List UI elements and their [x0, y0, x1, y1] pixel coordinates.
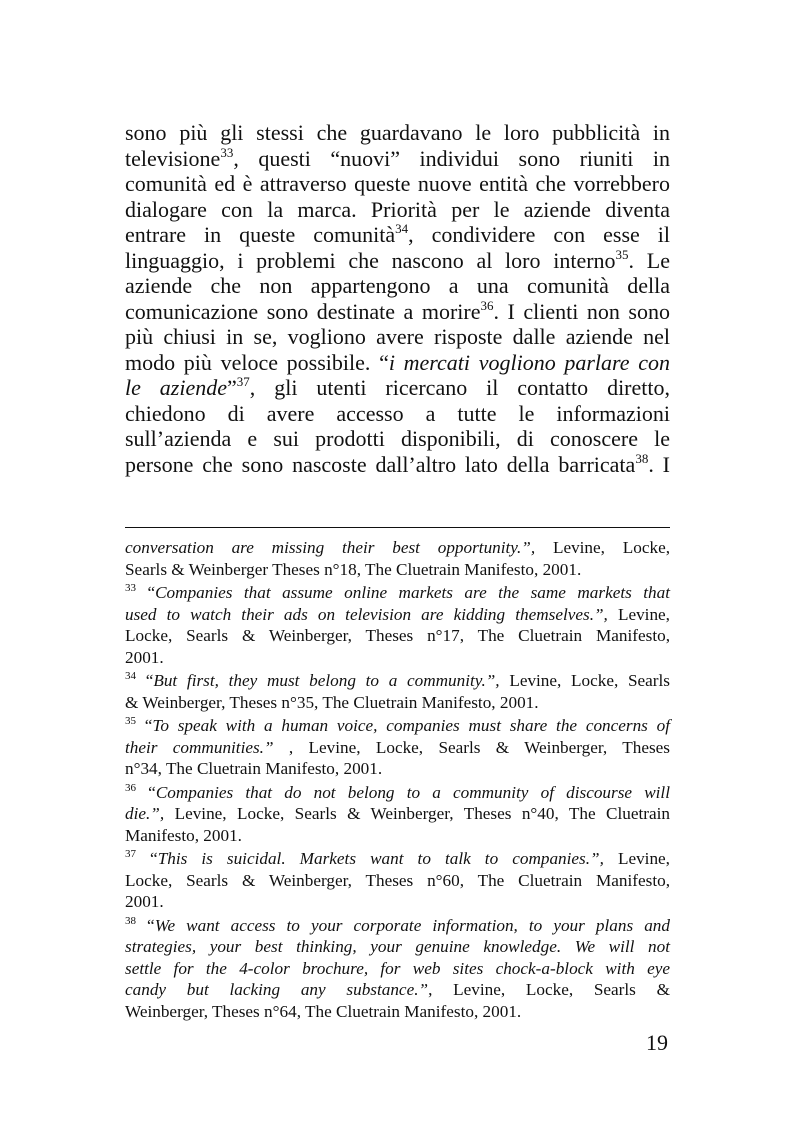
body-line: comunità ed è attraverso queste nuove entità che vorrebbero — [125, 171, 670, 196]
footnote-line: Manifesto, 2001. — [125, 825, 242, 845]
body-line: linguaggio, i problemi che nascono al loro interno$^{35}$. Le — [125, 246, 670, 273]
footnote-number: 37 — [125, 848, 136, 860]
footnote-line: 2001. — [125, 892, 164, 911]
footnote-ref-34[interactable]: 34 — [395, 221, 409, 236]
footnote-number: 33 — [125, 582, 136, 594]
footnote-separator — [125, 527, 670, 528]
footnote-line: Searls & Weinberger Theses n°18, The Cluetrain Manifesto, 2001. — [125, 559, 582, 579]
body-line: modo più veloce possibile. “i mercati vogliono parlare con — [125, 349, 670, 375]
footnote-ref-35[interactable]: 35 — [615, 246, 629, 262]
footnote-continuation — [125, 537, 670, 580]
body-line: dialogare con la marca. Priorità per le aziende diventa — [125, 196, 670, 222]
footnote-line: Weinberger, Theses n°64, The Cluetrain Manifesto, 2001. — [125, 1001, 522, 1021]
footnote-line: Locke, Searls & Weinberger, Theses n°17, The Cluetrain Manifesto, — [125, 626, 670, 645]
footnote-line: $^{36}$ “Companies that do not belong to a community of discourse will — [125, 781, 670, 802]
footnote-number: 38 — [125, 914, 136, 927]
body-line: televisione$^{33}$, questi “nuovi” individui sono riuniti in — [125, 144, 670, 171]
footnote-34 — [125, 670, 670, 713]
body-line: le aziende”$^{37}$, gli utenti ricercano il contatto diretto, — [125, 374, 670, 400]
footnote-35 — [125, 715, 670, 780]
footnote-number: 36 — [125, 781, 136, 794]
body-line: entrare in queste comunità$^{34}$, condividere con esse il — [125, 221, 670, 247]
footnote-number: 35 — [125, 715, 136, 727]
body-line: chiedono di avere accesso a tutte le informazioni — [125, 400, 670, 426]
footnote-line: settle for the 4-color brochure, for web sites chock-a-block with eye — [125, 958, 670, 978]
body-line: persone che sono nascoste dall’altro lato della barricata$^{38}$. I — [125, 450, 670, 477]
footnote-33 — [125, 582, 670, 668]
footnote-ref-37[interactable]: 37 — [236, 374, 250, 389]
body-line: sull’azienda e sui prodotti disponibili, di conoscere le — [125, 426, 670, 451]
footnote-line: $^{35}$ “To speak with a human voice, companies must share the concerns of — [125, 715, 670, 735]
footnote-line: die.”, Levine, Locke, Searls & Weinberger, Theses n°40, The Cluetrain — [125, 804, 670, 823]
footnote-line: used to watch their ads on television are kidding themselves.”, Levine, — [125, 604, 670, 624]
footnote-line: n°34, The Cluetrain Manifesto, 2001. — [125, 759, 383, 778]
body-line: comunicazione sono destinate a morire$^{36}$. I clienti non sono — [125, 297, 670, 324]
footnote-line: $^{33}$ “Companies that assume online markets are the same markets that — [125, 582, 670, 602]
footnote-line: $^{37}$ “This is suicidal. Markets want to talk to companies.”, Levine, — [125, 848, 670, 868]
footnote-37 — [125, 848, 670, 913]
page-number: 19 — [646, 1030, 668, 1055]
footnote-line: their communities.” , Levine, Locke, Searls & Weinberger, Theses — [125, 737, 670, 757]
body-line: aziende che non appartengono a una comunità della — [125, 273, 670, 298]
body-paragraph — [125, 120, 670, 477]
footnote-line: candy but lacking any substance.”, Levine, Locke, Searls & — [125, 980, 670, 999]
footnote-line: 2001. — [125, 647, 164, 667]
footnote-line: & Weinberger, Theses n°35, The Cluetrain Manifesto, 2001. — [125, 692, 539, 712]
footnote-ref-33[interactable]: 33 — [220, 144, 234, 160]
footnote-36 — [125, 782, 670, 847]
footnote-line: strategies, your best thinking, your genuine knowledge. We will not — [125, 937, 670, 956]
footnote-line: $^{38}$ “We want access to your corporate information, to your plans and — [125, 914, 670, 935]
footnote-38 — [125, 915, 670, 1023]
footnote-line: conversation are missing their best opportunity.”, Levine, Locke, — [125, 538, 670, 557]
footnotes — [125, 537, 670, 1024]
footnote-ref-36[interactable]: 36 — [480, 297, 494, 313]
body-line: sono più gli stessi che guardavano le loro pubblicità in — [125, 120, 670, 145]
footnote-line: Locke, Searls & Weinberger, Theses n°60, The Cluetrain Manifesto, — [125, 870, 670, 890]
footnote-number: 34 — [125, 670, 136, 682]
body-line: più chiusi in se, vogliono avere risposte dalle aziende nel — [125, 324, 670, 349]
footnote-ref-38[interactable]: 38 — [635, 450, 649, 466]
footnote-line: $^{34}$ “But first, they must belong to a community.”, Levine, Locke, Searls — [125, 670, 670, 690]
